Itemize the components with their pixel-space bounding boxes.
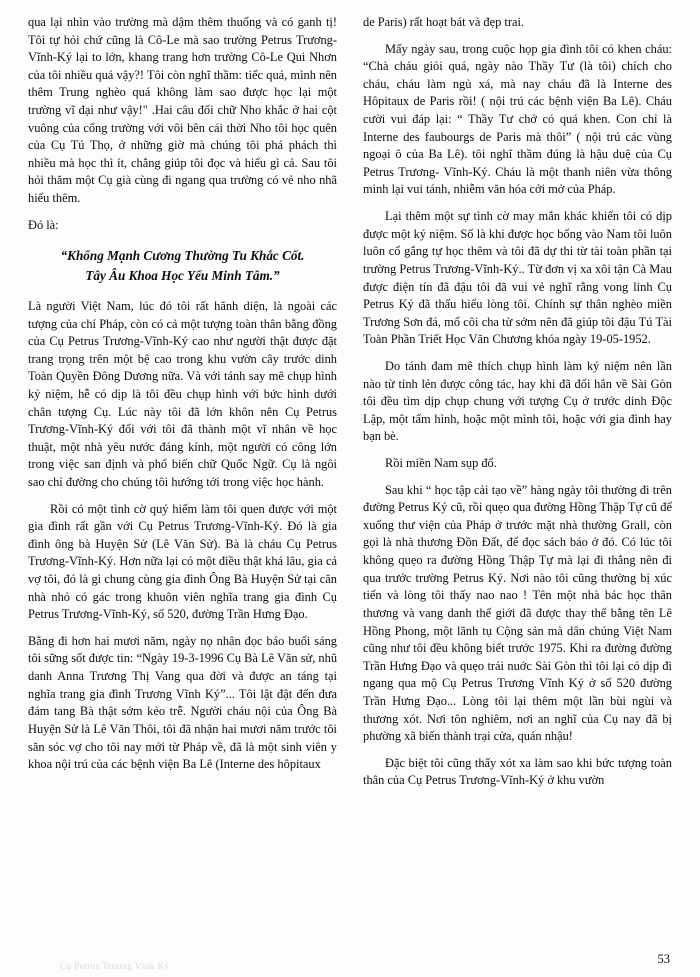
paragraph: Rồi có một tình cờ quý hiếm làm tôi quen được với một gia đình rất gần với Cụ Petrus Trương-Vĩnh-Ký. Đó là gia đình ông bà Huyện Sử (Lê Văn Sử). Bà là cháu Cụ Petrus Trương-Vĩnh-Ký. Hơn nữa lại có một điều thật khá lâu, gia cả vợ tôi, đó là gì chung cùng gia đình Ông Bà Huyện Sử tại căn nhà nhỏ có gác trong khuôn viên nghĩa trang gia đình Cụ Petrus Trương-Vĩnh-Ký, số 520, đường Trần Hưng Đạo. bbox=[28, 501, 337, 622]
paragraph: qua lại nhìn vào trường mà dậm thêm thuống và có ganh tị! Tôi tự hỏi chứ cũng là Cô-Le mà sao trường Petrus Trương-Vĩnh-Ký lại to lớn, khang trang hơn trường Cô-Le Qui Nhơn của tôi nhiều quá vậy?! Tôi còn nghĩ thầm: tiếc quá, mình nên thêm Trung nghèo quá không làm sao được học lại một trường vĩ đại như vậy!" .Hai câu đối chữ Nho khắc ở hai cột vuông của cổng trường với vôi bên cái thời Nho tôi học quên của Cụ Tú Thọ, ở những giờ mà chúng tôi phá phách thì nhiều mà học thì ít, chẳng giúp tôi đọc và hiểu gì cả. Sau tôi hỏi thăm một Cụ già cùng đi ngang qua trường có vẻ nho nhã hiểu thêm. bbox=[28, 15, 337, 206]
paragraph: Là người Việt Nam, lúc đó tôi rất hãnh diện, là ngoài các tượng của chí Pháp, còn có cả một tượng toàn thân bằng đồng của Cụ Petrus Trương-Vĩnh-Ký cao như người thật được đặt trang trọng trên một bệ cao trong khu vườn cây trước dinh Toàn Quyền Đông Dương nữa. Và với tánh say mê chụp hình kỷ niệm, hễ có dịp là tôi đều chụp hình với bức hình dưới chân tượng Cụ. Lúc này tôi đã lớn khôn nên Cụ Petrus Trương-Vĩnh-Ký đối với tôi đã thành một vĩ nhân về học thuật, một nhà yêu nước đáng kính, một người có công lớn trong việc san định và phổ biến chữ Quốc Ngữ. Cụ là ngôi sao chỉ đường cho chúng tôi hướng tới trong việc học hành. bbox=[28, 298, 337, 489]
paragraph: Đó là: bbox=[28, 217, 59, 232]
right-column bbox=[363, 14, 672, 919]
page-number: 53 bbox=[657, 952, 670, 966]
verse-block bbox=[28, 246, 337, 286]
paragraph: Bằng đi hơn hai mươi năm, ngày nọ nhân đọc báo buổi sáng tôi sững sốt được tin: “Ngày 19-3-1996 Cụ Bà Lê Văn sử, nhũ danh Anna Trương Thị Vang qua đời và được an táng tại nghĩa trang gia đình Trương Vĩnh Ký”... Tôi lật đật đến đưa đám tang Bà thật sớm kẻo trễ. Người cháu nội của Ông Bà Huyện Sử là Lê Văn Thôi, tôi đã nhận hai mươi năm trước tôi săn sóc vợ cho tôi nay mới từ Pháp về, đã là một sinh viên y khoa nội trú của các bệnh viện Ba Lê (Interne des hôpitaux bbox=[28, 633, 338, 772]
verse-line: Tây Âu Khoa Học Yếu Minh Tâm.” bbox=[85, 268, 280, 284]
faint-footer-text: Cụ Petrus Trương Vĩnh Ký bbox=[60, 961, 170, 971]
paragraph: Rồi miền Nam sụp đổ. bbox=[385, 456, 497, 471]
left-column bbox=[28, 14, 337, 919]
paragraph: Sau khi “ học tập cải tạo về” hàng ngày tôi thường đi trên đường Petrus Ký cũ, rồi quẹo qua đường Hồng Thập Tự cũ để xuống thư viện của Pháp ở trước mặt nhà thường Grall, còn gọi là nhà thương Đồn Đất, để đọc sách báo ở đó. Có lúc tôi không quẹo ra đường Hồng Thập Tự mà lại đi thẳng nên đi qua trước trường Petrus Ký. Nơi nào tôi cũng thường bị xúc tiến và lòng tôi thấy nao nao ! Tên một nhà bác học thân thương và vang danh thế giới đã được thay thế bằng tên Lê Hồng Phong, một lãnh tụ Cộng sản mà dân chúng Việt Nam cũng như tôi đều không biết trước 1975. Khi ra đường đường Trần Hưng Đạo và quẹo trái nuớc Sài Gòn thì tôi lại có dịp đi ngang qua mộ Cụ Petrus Trương Vĩnh Ký ở số 520 đường Trần Hưng Đạo... Lòng tôi lại thêm một lần bùi ngùi và thương xót. Nơi tôn nghiêm, nơi an nghĩ của Cụ nay đã bị phường xã biến thành trại cửa, quán nhậu! bbox=[363, 482, 672, 744]
paragraph: Do tánh đam mê thích chụp hình làm ký niệm nên lần nào từ tỉnh lẻn được công tác, hay khi đã đổi hẳn về Sài Gòn tôi đều tìm dịp chụp chung với tượng Cụ ở trước dinh Độc Lập, một tấm hình, hoặc một mình tôi, hoặc với gia đình hay bạn bè. bbox=[363, 358, 672, 444]
paragraph: Mấy ngày sau, trong cuộc họp gia đình tôi có khen cháu: “Chà cháu giỏi quá, ngày nào Thầy Tư (là tôi) chích cho cháu, cháu làm ngủ xá, mà nay cháu đã là Interne des Hôpitaux de Paris rồi! ( nội trú các bệnh viện Ba Lê). Cháu cười vui đáp lại: “ Thầy Tư chớ có quá khen. Con chỉ là Interne des faubourgs de Paris mà thôi” ( nội trú các vùng ngoại ô của Ba Lê). tôi nghĩ thầm đúng là hậu duệ của Cụ Petrus Trương- Vĩnh-Ký. Cháu là một thanh niên vừa thông minh lại vui tánh, nhiễm văn hóa cởi mở của Pháp. bbox=[363, 41, 672, 197]
paragraph: Lại thêm một sự tình cờ may mắn khác khiến tôi có dịp được một ký niệm. Số là khi được học bổng vào Nam tôi luôn luôn cố gắng tự học thêm và tôi đã dự thi từ tài toàn phần tại trường Petrus Trương-Vĩnh-Ký.. Từ đơn vị xa xôi tận Cà Mau được điện tín đã đậu tôi đã vui vẻ nghĩ rằng vong linh Cụ Petrus Ký đã thấu hiểu lòng tôi. Chính sự thân nghèo miền Trương Sơn đá, mổ côi cha từ sớm nên đã giúp tôi đậu Tú Tài Toàn Phần Triết Học Văn Chương khóa ngày 19-05-1952. bbox=[363, 209, 672, 347]
verse-line: “Khổng Mạnh Cương Thường Tu Khắc Cốt. bbox=[60, 248, 305, 264]
paragraph: de Paris) rất hoạt bát và đẹp trai. bbox=[363, 15, 525, 29]
paragraph: Đặc biệt tôi cũng thấy xót xa làm sao khi bức tượng toàn thân của Cụ Petrus Trương-Vĩnh-Ký ở khu vườn bbox=[363, 755, 672, 788]
two-column-body bbox=[28, 14, 672, 919]
